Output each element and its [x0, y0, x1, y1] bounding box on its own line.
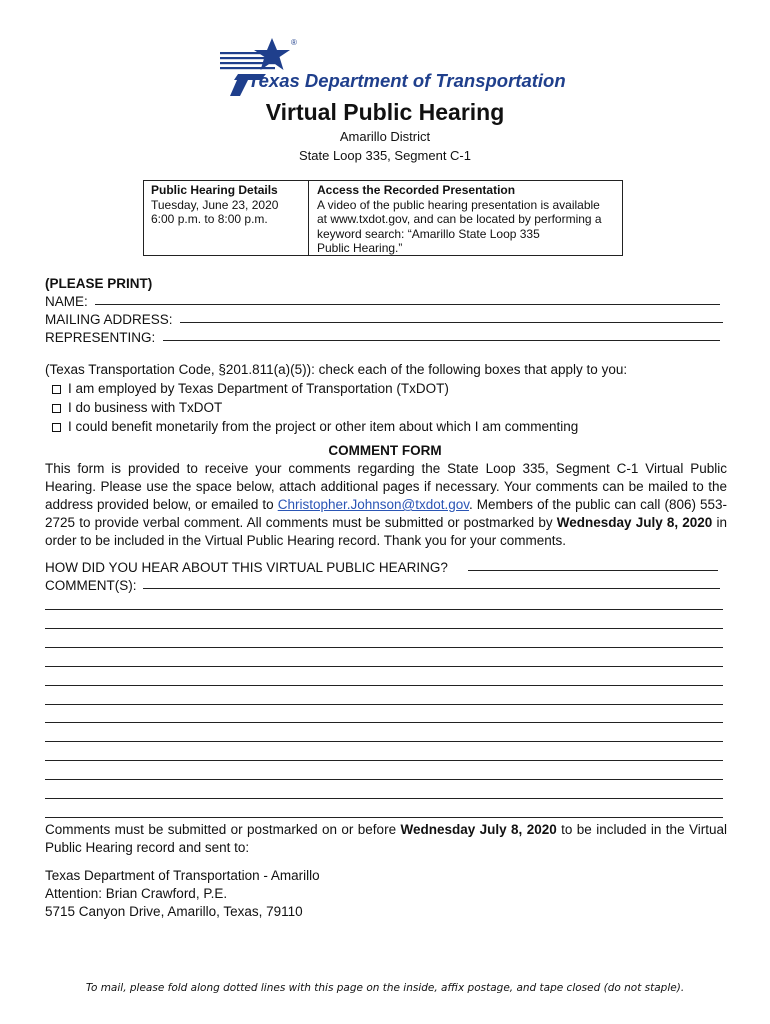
presentation-line: at www.txdot.gov, and can be located by performing a: [317, 212, 602, 226]
checkbox-icon[interactable]: [52, 385, 61, 394]
checkbox-icon[interactable]: [52, 423, 61, 432]
submission-text: Comments must be submitted or postmarked on or before: [45, 822, 401, 837]
presentation-line: Public Hearing.”: [317, 241, 403, 255]
comment-line[interactable]: [45, 798, 723, 799]
comment-line[interactable]: [45, 779, 723, 780]
presentation-heading: Access the Recorded Presentation: [317, 183, 516, 197]
please-print-label: (PLEASE PRINT): [45, 276, 153, 291]
disclosure-option[interactable]: [52, 418, 578, 435]
comment-line[interactable]: [45, 817, 723, 818]
comment-line[interactable]: [45, 722, 723, 723]
mailing-address-line: Texas Department of Transportation - Amarillo: [45, 868, 320, 883]
name-label: NAME:: [45, 294, 88, 309]
page-title: Virtual Public Hearing: [265, 99, 505, 125]
hearing-details-column: [151, 183, 278, 227]
deadline-text: Wednesday July 8, 2020: [400, 822, 557, 837]
mailing-address-field[interactable]: [180, 322, 723, 323]
disclosure-option-label: I am employed by Texas Department of Transportation (TxDOT): [68, 381, 449, 396]
mailing-address-line: 5715 Canyon Drive, Amarillo, Texas, 79110: [45, 904, 303, 919]
hearing-details-heading: Public Hearing Details: [151, 183, 278, 197]
comment-form-heading: COMMENT FORM: [328, 443, 442, 458]
hear-about-field[interactable]: [468, 570, 718, 571]
mailing-address-line: Attention: Brian Crawford, P.E.: [45, 886, 228, 901]
org-name: Texas Department of Transportation: [248, 70, 566, 91]
hearing-details-box: [143, 180, 623, 256]
comment-line[interactable]: [45, 741, 723, 742]
box-divider: [308, 181, 309, 255]
email-link[interactable]: Christopher.Johnson@txdot.gov: [277, 497, 470, 512]
comment-line[interactable]: [45, 609, 723, 610]
comment-line[interactable]: [45, 760, 723, 761]
submission-note: [45, 821, 727, 857]
hearing-time: 6:00 p.m. to 8:00 p.m.: [151, 212, 268, 226]
submission-text: to be included in the Virtual Public Hearing record and sent to:: [45, 822, 727, 855]
instructions-text: This form is provided to receive your comments regarding the State Loop 335, Segment C-1 Virtual Public Hearing. Please use the space below, attach additional pages if necessary. Your comments can be mailed to the address provided below, or emailed to: [45, 461, 727, 512]
hear-about-label: HOW DID YOU HEAR ABOUT THIS VIRTUAL PUBLIC HEARING?: [45, 560, 448, 575]
representing-label: REPRESENTING:: [45, 330, 156, 345]
registered-mark: ®: [291, 38, 297, 47]
name-field[interactable]: [95, 304, 720, 305]
comment-form-instructions: [45, 460, 727, 550]
comment-line[interactable]: [143, 588, 720, 589]
representing-field[interactable]: [163, 340, 720, 341]
comment-line[interactable]: [45, 666, 723, 667]
checkbox-icon[interactable]: [52, 404, 61, 413]
txdot-logo: [210, 32, 570, 98]
disclosure-option[interactable]: [52, 399, 222, 416]
comment-line[interactable]: [45, 685, 723, 686]
presentation-line: A video of the public hearing presentation is available: [317, 197, 600, 212]
mailing-address-label: MAILING ADDRESS:: [45, 312, 173, 327]
comment-line[interactable]: [45, 647, 723, 648]
disclosure-intro: (Texas Transportation Code, §201.811(a)(5)): check each of the following boxes that apply to you:: [45, 362, 628, 377]
instructions-text: in order to be included in the Virtual Public Hearing record. Thank you for your comments.: [45, 515, 727, 548]
comments-label: COMMENT(S):: [45, 578, 137, 593]
instructions-text: . Members of the public can call (806) 553-2725 to provide verbal comment. All comments must be submitted or postmarked by: [45, 497, 727, 530]
disclosure-option-label: I do business with TxDOT: [68, 400, 223, 415]
disclosure-option-label: I could benefit monetarily from the project or other item about which I am commenting: [68, 419, 579, 434]
hearing-date: Tuesday, June 23, 2020: [151, 197, 279, 212]
comment-line[interactable]: [45, 628, 723, 629]
presentation-line: keyword search: “Amarillo State Loop 335: [317, 226, 540, 241]
district-label: Amarillo District: [339, 129, 431, 144]
disclosure-option[interactable]: [52, 380, 449, 397]
comment-line[interactable]: [45, 704, 723, 705]
deadline-text: Wednesday July 8, 2020: [556, 515, 713, 530]
presentation-column: [317, 183, 602, 256]
project-label: State Loop 335, Segment C-1: [298, 148, 471, 163]
mailing-instructions-footer: To mail, please fold along dotted lines with this page on the inside, affix postage, and tape closed (do not staple).: [85, 982, 685, 994]
